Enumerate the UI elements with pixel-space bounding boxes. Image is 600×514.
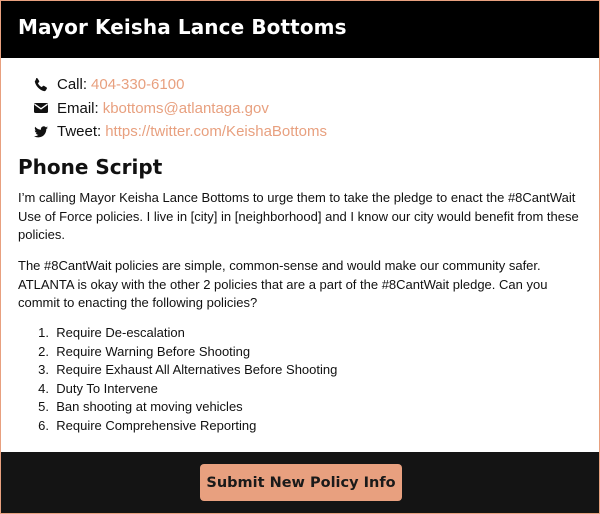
card-footer <box>1 452 599 513</box>
list-item: 1. Require De-escalation <box>38 325 185 340</box>
list-item: 3. Require Exhaust All Alternatives Before Shooting <box>38 362 338 378</box>
contact-list <box>33 73 327 144</box>
twitter-icon <box>33 124 49 140</box>
tweet-label: Tweet: <box>57 123 102 140</box>
contact-tweet <box>33 120 327 143</box>
list-item: 6. Require Comprehensive Reporting <box>38 417 257 433</box>
page-title: Mayor Keisha Lance Bottoms <box>18 15 347 39</box>
email-link[interactable]: kbottoms@atlantaga.gov <box>102 99 269 117</box>
script-title: Phone Script <box>18 155 163 179</box>
list-item: 4. Duty To Intervene <box>38 380 158 396</box>
policy-list <box>18 324 337 436</box>
script-paragraph-2: The #8CantWait policies are simple, common-sense and would make our community safer. ATLANTA is okay with the other 2 policies that are a part of the #8CantWait pledge. Can you commit to enacting the following policies? <box>18 258 548 310</box>
contact-email <box>33 97 327 120</box>
phone-icon <box>33 77 49 93</box>
twitter-link[interactable]: https://twitter.com/KeishaBottoms <box>105 123 327 140</box>
script-paragraph-1: I’m calling Mayor Keisha Lance Bottoms to urge them to take the pledge to enact the #8CantWait Use of Force policies. I live in [city] in [neighborhood] and I know our city would benefit from these policies. <box>18 190 579 242</box>
call-label: Call: <box>57 76 88 93</box>
email-label: Email: <box>57 99 99 117</box>
list-item: 2. Require Warning Before Shooting <box>38 343 251 359</box>
phone-link[interactable]: 404-330-6100 <box>91 76 185 93</box>
contact-call <box>33 73 327 96</box>
envelope-icon <box>33 100 49 116</box>
card-header <box>1 1 599 58</box>
submit-policy-info-button[interactable]: Submit New Policy Info <box>200 464 402 501</box>
list-item: 5. Ban shooting at moving vehicles <box>38 399 243 415</box>
